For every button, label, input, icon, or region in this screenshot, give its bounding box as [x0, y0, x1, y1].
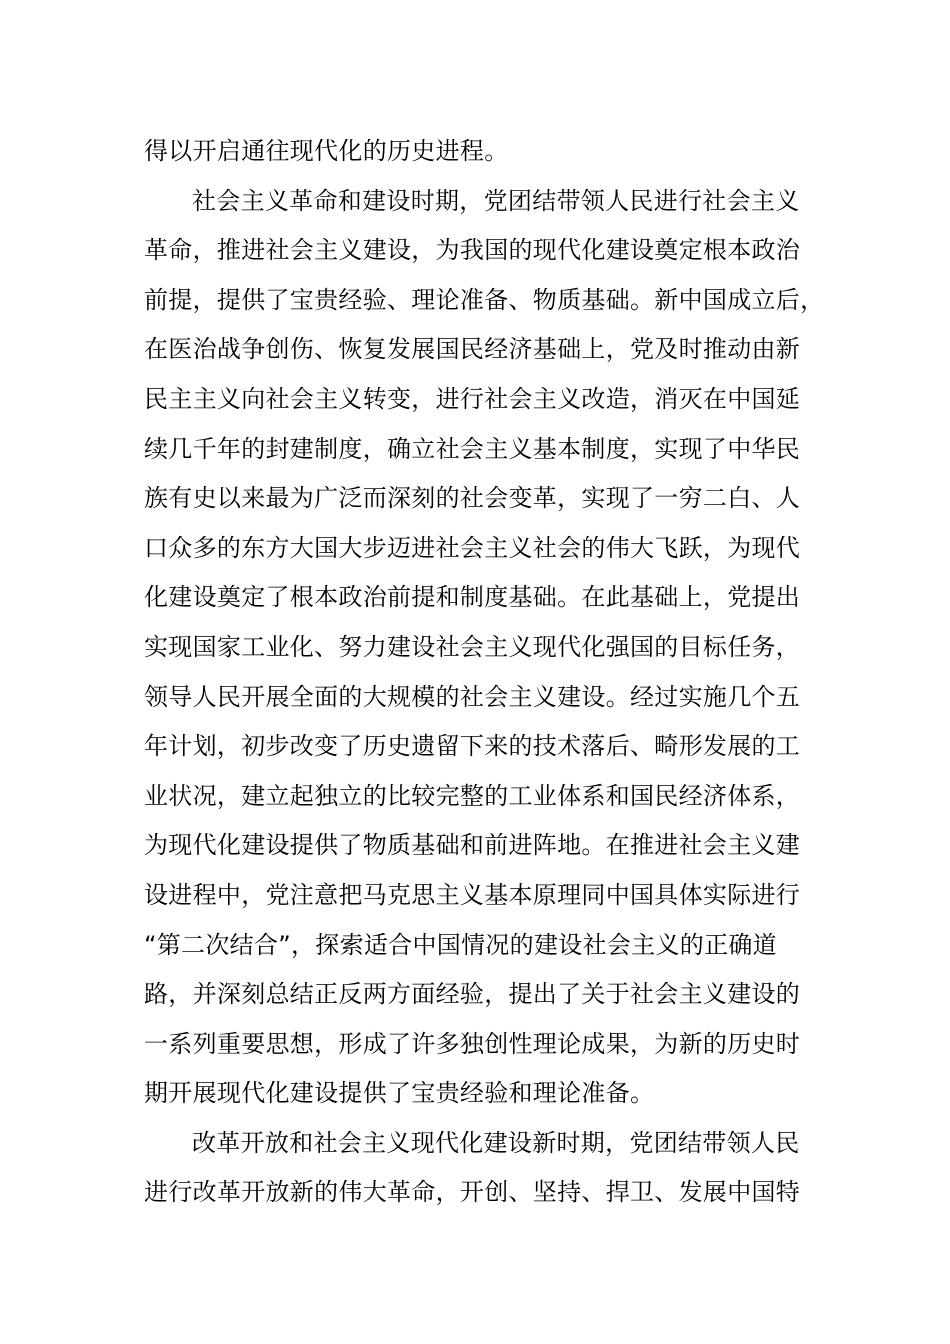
- paragraph-start-line: 改革开放和社会主义现代化建设新时期，党团结带领人民: [192, 1128, 800, 1157]
- text-line: 化建设奠定了根本政治前提和制度基础。在此基础上，党提出: [144, 583, 801, 612]
- text-line: 口众多的东方大国大步迈进社会主义社会的伟大飞跃，为现代: [144, 533, 801, 562]
- text-line: 民主主义向社会主义转变，进行社会主义改造，消灭在中国延: [144, 384, 801, 413]
- text-line: 期开展现代化建设提供了宝贵经验和理论准备。: [144, 1079, 655, 1108]
- text-line: 一系列重要思想，形成了许多独创性理论成果，为新的历史时: [144, 1029, 801, 1058]
- body-text: [144, 127, 825, 1218]
- text-line: “第二次结合”，探索适合中国情况的建设社会主义的正确道: [144, 930, 777, 959]
- text-line: 路，并深刻总结正反两方面经验，提出了关于社会主义建设的: [144, 980, 801, 1009]
- text-line: 为现代化建设提供了物质基础和前进阵地。在推进社会主义建: [144, 831, 801, 860]
- paragraph-start-line: 社会主义革命和建设时期，党团结带领人民进行社会主义: [192, 186, 800, 215]
- text-line: 革命，推进社会主义建设，为我国的现代化建设奠定根本政治: [144, 236, 801, 265]
- text-line: 族有史以来最为广泛而深刻的社会变革，实现了一穷二白、人: [144, 484, 801, 513]
- text-line: 前提，提供了宝贵经验、理论准备、物质基础。新中国成立后，: [144, 285, 825, 314]
- text-line: 续几千年的封建制度，确立社会主义基本制度，实现了中华民: [144, 434, 801, 463]
- text-line: 年计划，初步改变了历史遗留下来的技术落后、畸形发展的工: [144, 732, 801, 761]
- text-line: 领导人民开展全面的大规模的社会主义建设。经过实施几个五: [144, 682, 801, 711]
- text-line: 在医治战争创伤、恢复发展国民经济基础上，党及时推动由新: [144, 335, 801, 364]
- text-line: 实现国家工业化、努力建设社会主义现代化强国的目标任务，: [144, 632, 801, 661]
- text-line: 设进程中，党注意把马克思主义基本原理同中国具体实际进行: [144, 880, 801, 909]
- text-line: 得以开启通往现代化的历史进程。: [144, 137, 509, 165]
- text-line: 业状况，建立起独立的比较完整的工业体系和国民经济体系，: [144, 781, 801, 810]
- text-line: 进行改革开放新的伟大革命，开创、坚持、捍卫、发展中国特: [144, 1178, 801, 1207]
